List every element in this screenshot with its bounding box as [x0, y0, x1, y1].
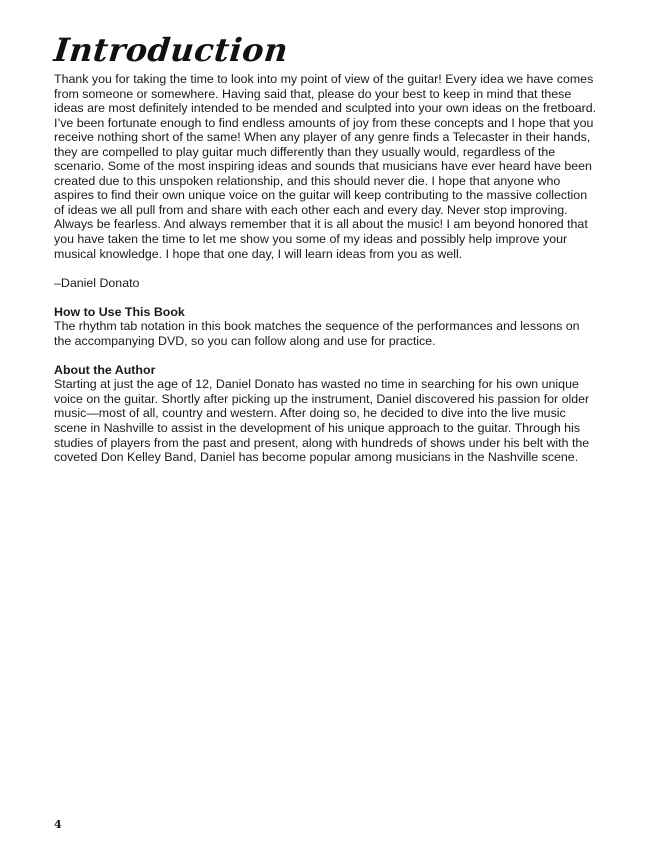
about-author-heading: About the Author [54, 362, 156, 377]
how-to-use-heading: How to Use This Book [54, 304, 185, 319]
intro-paragraph: Thank you for taking the time to look into my point of view of the guitar! Every idea we have comes from someone or somewhere. Having said that, please do your best to keep in mind that these ideas are most definitely intended to be mended and sculpted into your own ideas on the fretboard. I’ve been fortunate enough to find endless amounts of joy from these concepts and I hope that you receive nothing short of the same! When any player of any genre finds a Telecaster in their hands, they are compelled to play guitar much differently than they usually would, regardless of the scenario. Some of the most inspiring ideas and sounds that musicians have ever heard have been created due to this unspoken relationship, and this should never die. I hope that anyone who aspires to find their own unique voice on the guitar will keep contributing to the massive collection of ideas we all pull from and share with each other each and every day. Never stop improving. Always be fearless. And always remember that it is all about the music! I am beyond honored that you have taken the time to let me show you some of my ideas and possibly help improve your musical knowledge. I hope that one day, I will learn ideas from you as well. [54, 72, 597, 261]
author-signature: –Daniel Donato [54, 275, 140, 290]
page-title: Introduction [52, 31, 290, 69]
page-content [54, 72, 599, 479]
how-to-use-section [54, 305, 599, 349]
about-author-body: Starting at just the age of 12, Daniel Donato has wasted no time in searching for his own unique voice on the guitar. Shortly after picking up the instrument, Daniel discovered his passion for older music—most of all, country and western. After doing so, he decided to dive into the live music scene in Nashville to assist in the development of his unique approach to the guitar. Through his studies of players from the past and present, along with hundreds of shows under his belt with the coveted Don Kelley Band, Daniel has become popular among musicians in the Nashville scene. [54, 377, 590, 465]
about-author-section [54, 363, 599, 465]
how-to-use-body: The rhythm tab notation in this book matches the sequence of the performances and lessons on the accompanying DVD, so you can follow along and use for practice. [54, 319, 580, 348]
page-number: 4 [54, 818, 62, 831]
